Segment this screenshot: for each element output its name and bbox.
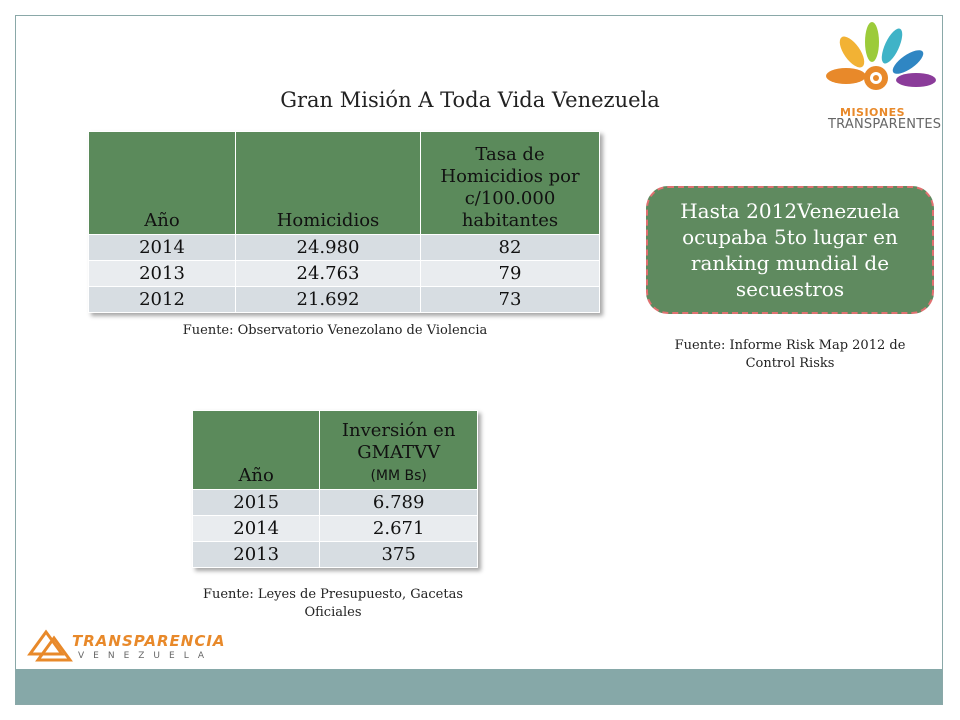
table-header-row <box>193 411 478 490</box>
cell-tasa: 73 <box>421 287 600 313</box>
homicidios-source: Fuente: Observatorio Venezolano de Violencia <box>182 323 488 338</box>
cell-homicidios: 24.980 <box>236 235 421 261</box>
cell-inversion: 375 <box>320 542 478 568</box>
table-row <box>193 490 478 516</box>
transparencia-logo-text: TRANSPARENCIA <box>72 632 226 650</box>
cell-year: 2014 <box>89 235 236 261</box>
cell-homicidios: 24.763 <box>236 261 421 287</box>
inversion-table <box>192 410 478 568</box>
inversion-header-label: Inversión en GMATVV <box>341 420 456 463</box>
callout-source: Fuente: Informe Risk Map 2012 de Control Risks <box>674 338 906 371</box>
transparentes-logo-text: TRANSPARENTES <box>828 117 942 132</box>
table-header-row <box>89 132 600 235</box>
column-header-ano: Año <box>193 411 320 490</box>
cell-inversion: 6.789 <box>320 490 478 516</box>
table-row <box>193 516 478 542</box>
column-header-tasa: Tasa de Homicidios por c/100.000 habitantes <box>421 132 600 235</box>
column-header-homicidios: Homicidios <box>236 132 421 235</box>
table-row <box>89 287 600 313</box>
cell-inversion: 2.671 <box>320 516 478 542</box>
table-row <box>89 235 600 261</box>
column-header-inversion <box>320 411 478 490</box>
inversion-unit: (MM Bs) <box>370 468 427 484</box>
cell-tasa: 79 <box>421 261 600 287</box>
inversion-source: Fuente: Leyes de Presupuesto, Gacetas Oficiales <box>202 587 464 620</box>
secuestros-callout: Hasta 2012Venezuela ocupaba 5to lugar en ranking mundial de secuestros <box>646 186 934 314</box>
venezuela-logo-text: VENEZUELA <box>78 651 214 661</box>
bottom-bar <box>16 669 942 704</box>
table-row <box>193 542 478 568</box>
homicidios-table <box>88 131 600 313</box>
cell-year: 2014 <box>193 516 320 542</box>
cell-tasa: 82 <box>421 235 600 261</box>
misiones-logo-text: MISIONES <box>840 106 906 119</box>
cell-year: 2015 <box>193 490 320 516</box>
table-row <box>89 261 600 287</box>
cell-year: 2013 <box>89 261 236 287</box>
cell-year: 2013 <box>193 542 320 568</box>
column-header-ano: Año <box>89 132 236 235</box>
cell-homicidios: 21.692 <box>236 287 421 313</box>
cell-year: 2012 <box>89 287 236 313</box>
slide-title: Gran Misión A Toda Vida Venezuela <box>280 88 660 112</box>
